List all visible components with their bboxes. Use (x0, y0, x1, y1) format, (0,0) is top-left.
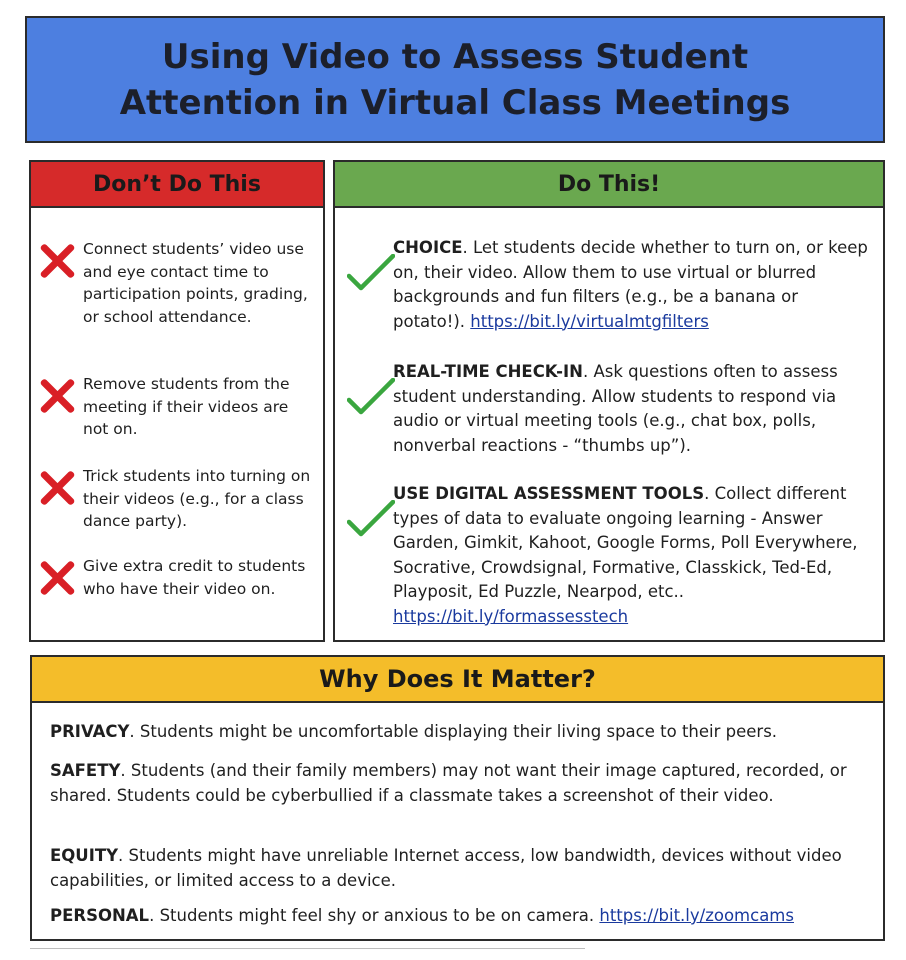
why-item (50, 759, 870, 808)
do-item-text (393, 236, 873, 334)
title-banner (25, 16, 885, 143)
dont-item (37, 238, 317, 328)
dont-item (37, 465, 317, 533)
green-check-icon (347, 378, 395, 418)
dont-panel (29, 160, 325, 642)
why-item (50, 904, 870, 929)
red-x-icon (37, 241, 77, 281)
dont-item-text: Remove students from the meeting if their videos are not on. (83, 375, 290, 438)
zoomcams-link[interactable]: https://bit.ly/zoomcams (599, 906, 794, 925)
why-item (50, 844, 870, 893)
why-panel (30, 655, 885, 941)
do-item (343, 482, 873, 629)
do-item-body: . Collect different types of data to evaluate ongoing learning - Answer Garden, Gimkit, Kahoot, Google Forms, Poll Everywhere, Socrative, Crowdsignal, Formative, Classkick, Ted-Ed, Playposit, Ed Puzzle, Nearpod, etc.. (393, 484, 858, 601)
filters-link[interactable]: https://bit.ly/virtualmtgfilters (470, 311, 709, 331)
why-item-body: . Students might feel shy or anxious to be on camera. (149, 906, 600, 925)
title-line-2: Attention in Virtual Class Meetings (119, 82, 791, 123)
dont-item-text: Give extra credit to students who have their video on. (83, 557, 306, 598)
title-line-1: Using Video to Assess Student (161, 36, 749, 77)
dont-heading: Don’t Do This (31, 162, 323, 208)
green-check-icon (347, 254, 395, 294)
dont-item (37, 373, 317, 441)
do-item-text (393, 360, 873, 458)
red-x-icon (37, 376, 77, 416)
why-item-body: . Students might be uncomfortable displaying their living space to their peers. (129, 722, 778, 741)
why-item-lead: PRIVACY (50, 722, 130, 741)
do-item-body: . Let students decide whether to turn on, or keep on, their video. Allow them to use virtual or blurred backgrounds and fun filters (e.g., be a banana or potato!). (393, 238, 868, 331)
why-item-body: . Students (and their family members) may not want their image captured, recorded, or shared. Students could be cyberbullied if a classmate takes a screenshot of their video. (50, 761, 847, 805)
why-item-lead: EQUITY (50, 846, 119, 865)
red-x-icon (37, 558, 77, 598)
why-item-body: . Students might have unreliable Internet access, low bandwidth, devices without video capabilities, or limited access to a device. (50, 846, 842, 890)
do-item-lead: CHOICE (393, 238, 463, 257)
green-check-icon (347, 500, 395, 540)
do-item (343, 360, 873, 458)
do-item-body: . Ask questions often to assess student understanding. Allow students to respond via audio or virtual meeting tools (e.g., chat box, polls, nonverbal reactions - “thumbs up”). (393, 362, 838, 455)
bottom-divider (30, 948, 585, 949)
dont-item-text: Connect students’ video use and eye contact time to participation points, grading, or school attendance. (83, 240, 308, 326)
why-item-lead: SAFETY (50, 761, 121, 780)
do-item-text (393, 482, 873, 629)
do-heading: Do This! (335, 162, 883, 208)
why-heading: Why Does It Matter? (32, 657, 883, 703)
red-x-icon (37, 468, 77, 508)
why-item-lead: PERSONAL (50, 906, 150, 925)
do-item-lead: REAL-TIME CHECK-IN (393, 362, 583, 381)
do-panel (333, 160, 885, 642)
dont-item (37, 555, 317, 600)
do-item-lead: USE DIGITAL ASSESSMENT TOOLS (393, 484, 705, 503)
why-item (50, 720, 870, 745)
dont-item-text: Trick students into turning on their videos (e.g., for a class dance party). (83, 467, 311, 530)
do-item (343, 236, 873, 334)
assess-tech-link[interactable]: https://bit.ly/formassesstech (393, 606, 629, 626)
